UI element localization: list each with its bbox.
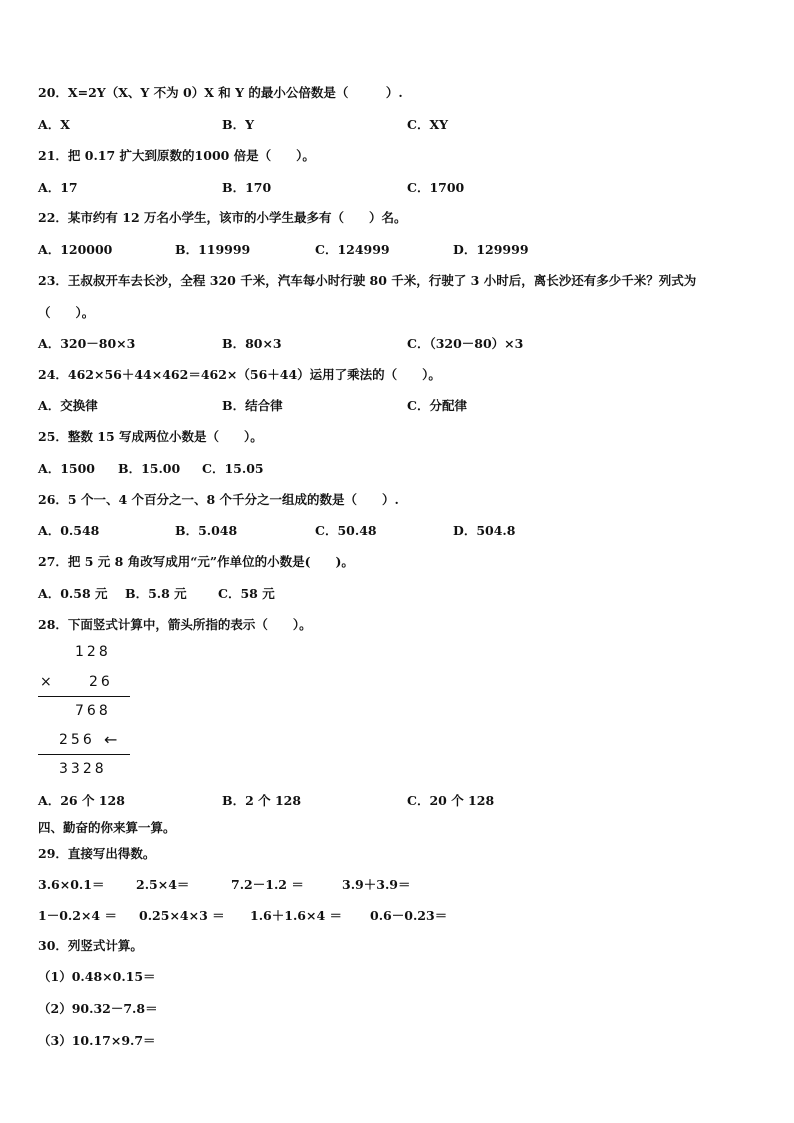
option-27-a: A．0.58 元	[38, 586, 108, 601]
question-23-text-cont: （ ）。	[38, 305, 95, 320]
calc-30-1: （1）0.48×0.15＝	[38, 969, 156, 984]
question-21-text: 21．把 0.17 扩大到原数的1000 倍是（ ）。	[38, 148, 315, 163]
question-26-text: 26．5 个一、4 个百分之一、8 个千分之一组成的数是（ ）.	[38, 492, 399, 507]
option-20-a: A．X	[38, 117, 70, 132]
vertical-calc-partial-1: 768	[75, 703, 111, 719]
option-28-c: C．20 个 128	[407, 793, 495, 808]
question-22-text: 22．某市约有 12 万名小学生，该市的小学生最多有（ ）名。	[38, 210, 407, 225]
option-24-c: C．分配律	[407, 398, 467, 413]
question-25-text: 25．整数 15 写成两位小数是（ ）。	[38, 429, 263, 444]
question-29-title: 29．直接写出得数。	[38, 846, 156, 861]
option-21-c: C．1700	[407, 180, 465, 195]
option-27-c: C．58 元	[218, 586, 275, 601]
option-28-a: A．26 个 128	[38, 793, 125, 808]
option-22-a: A．120000	[38, 242, 113, 257]
vertical-calc-rule-2	[38, 754, 130, 755]
question-30-title: 30．列竖式计算。	[38, 938, 143, 953]
question-20-text: 20．X=2Y（X、Y 不为 0）X 和 Y 的最小公倍数是（ ）.	[38, 85, 403, 100]
calc-29-4: 3.9＋3.9＝	[342, 877, 411, 892]
calc-29-3: 7.2－1.2 ＝	[231, 877, 304, 892]
option-25-a: A．1500	[38, 461, 95, 476]
option-26-b: B．5.048	[175, 523, 238, 538]
question-28-text: 28．下面竖式计算中，箭头所指的表示（ ）。	[38, 617, 312, 632]
vertical-calc-rule-1	[38, 696, 130, 697]
option-24-b: B．结合律	[222, 398, 283, 413]
option-24-a: A．交换律	[38, 398, 98, 413]
arrow-left-icon: ←	[104, 730, 118, 749]
multiply-sign: ×	[40, 674, 55, 690]
vertical-calc-multiplicand: 128	[75, 644, 111, 660]
option-20-c: C．XY	[407, 117, 449, 132]
option-23-a: A．320－80×3	[38, 336, 136, 351]
section-4-heading: 四、勤奋的你来算一算。	[38, 820, 176, 835]
question-23-text: 23．王叔叔开车去长沙，全程 320 千米，汽车每小时行驶 80 千米，行驶了 3 小时后，离长沙还有多少千米？列式为	[38, 273, 697, 288]
option-27-b: B．5.8 元	[125, 586, 187, 601]
option-22-d: D．129999	[453, 242, 529, 257]
calc-29-6: 0.25×4×3 ＝	[139, 908, 225, 923]
question-24-text: 24．462×56＋44×462＝462×（56＋44）运用了乘法的（ ）。	[38, 367, 441, 382]
option-25-b: B．15.00	[118, 461, 181, 476]
question-27-text: 27．把 5 元 8 角改写成用“元”作单位的小数是( )。	[38, 554, 354, 569]
option-26-a: A．0.548	[38, 523, 100, 538]
option-22-b: B．119999	[175, 242, 251, 257]
option-21-b: B．170	[222, 180, 272, 195]
option-23-c: C．（320－80）×3	[407, 336, 524, 351]
calc-29-5: 1－0.2×4 ＝	[38, 908, 117, 923]
vertical-calc-product: 3328	[59, 761, 107, 777]
option-23-b: B．80×3	[222, 336, 282, 351]
option-28-b: B．2 个 128	[222, 793, 302, 808]
calc-29-1: 3.6×0.1＝	[38, 877, 105, 892]
vertical-calc-multiplier: 26	[89, 674, 113, 690]
option-25-c: C．15.05	[202, 461, 264, 476]
option-20-b: B．Y	[222, 117, 254, 132]
option-26-d: D．504.8	[453, 523, 516, 538]
vertical-calc-partial-2: 256	[59, 732, 95, 748]
option-26-c: C．50.48	[315, 523, 377, 538]
calc-30-3: （3）10.17×9.7＝	[38, 1033, 156, 1048]
option-22-c: C．124999	[315, 242, 390, 257]
calc-29-8: 0.6－0.23＝	[370, 908, 448, 923]
calc-30-2: （2）90.32－7.8＝	[38, 1001, 158, 1016]
calc-29-2: 2.5×4＝	[136, 877, 190, 892]
option-21-a: A．17	[38, 180, 78, 195]
calc-29-7: 1.6＋1.6×4 ＝	[250, 908, 343, 923]
